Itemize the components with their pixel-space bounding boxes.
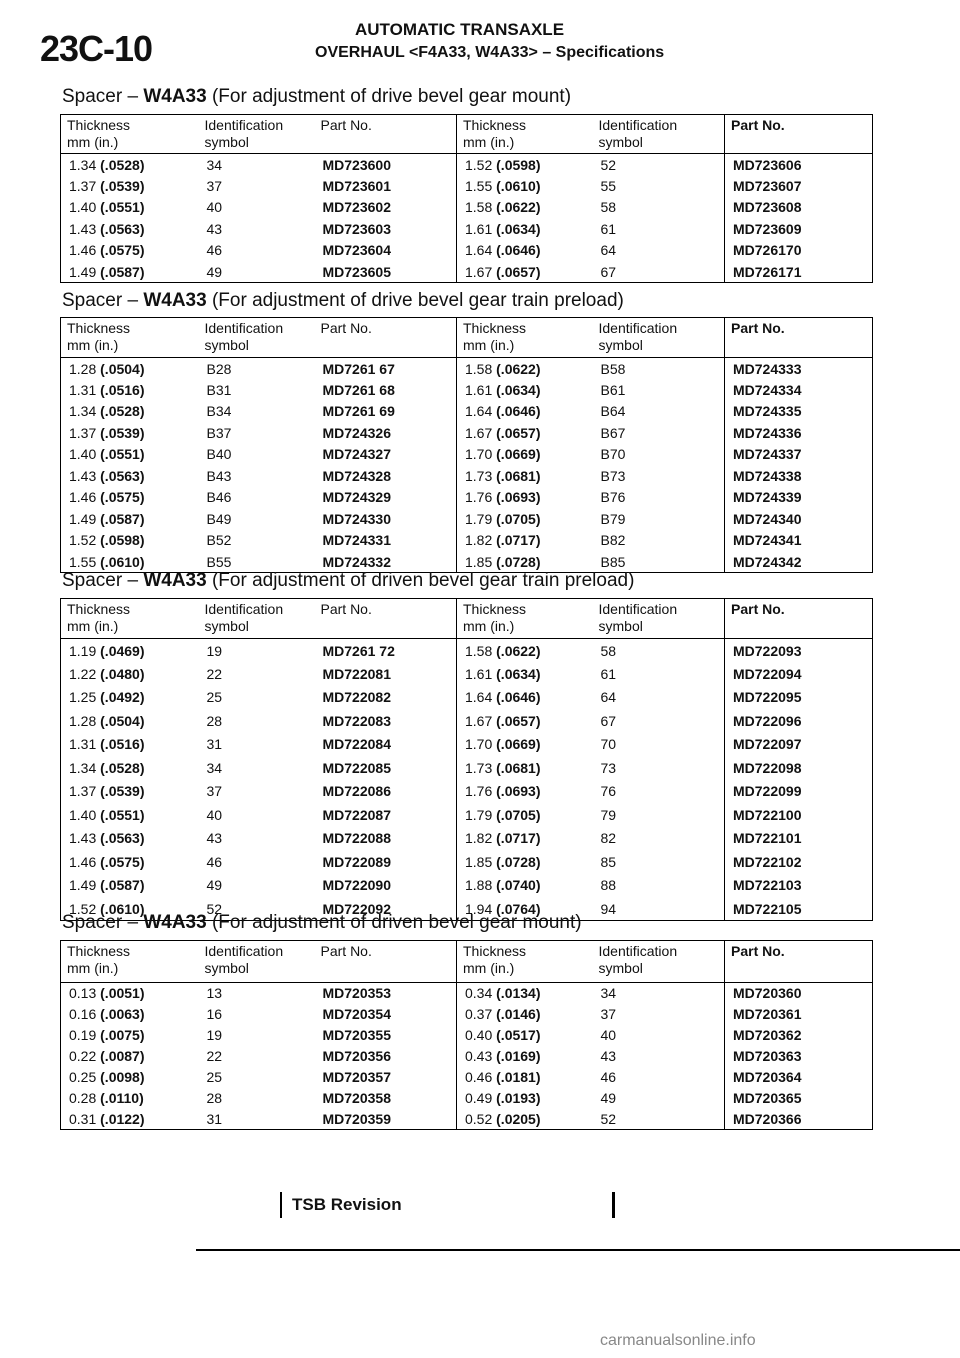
symbol-cell: 88 [593, 874, 725, 898]
part-number-cell: MD722097 [733, 736, 802, 753]
table-row [61, 709, 873, 733]
part-number-cell: MD724334 [733, 381, 802, 398]
part-number-cell: MD723601 [315, 175, 457, 197]
symbol-cell: 94 [593, 897, 725, 921]
thickness-cell: 0.22 (.0087) [69, 1048, 145, 1064]
part-number-cell: MD722090 [315, 874, 457, 898]
spacer-table [60, 114, 873, 283]
header-identification: Identification symbol [199, 318, 315, 358]
section-description: (For adjustment of drive bevel gear train preload) [211, 290, 624, 311]
symbol-cell: 52 [593, 154, 725, 176]
header-thickness: Thickness mm (in.) [457, 318, 593, 358]
symbol-cell: B28 [206, 360, 232, 377]
thickness-cell: 1.19 (.0469) [69, 642, 145, 659]
part-number-cell: MD724336 [733, 424, 802, 441]
symbol-cell: 40 [206, 806, 223, 823]
part-number-cell: MD720354 [315, 1004, 457, 1025]
spacer-table [60, 598, 873, 921]
symbol-cell: B67 [593, 422, 725, 444]
symbol-cell: 67 [593, 261, 725, 283]
thickness-cell: 1.58 (.0622) [465, 642, 541, 659]
section-title [62, 912, 582, 934]
thickness-cell: 1.61 (.0634) [465, 381, 541, 398]
part-number-cell: MD724335 [733, 403, 802, 420]
section-label: Spacer – [62, 86, 139, 107]
symbol-cell: 64 [593, 240, 725, 262]
part-number-cell: MD7261 69 [315, 401, 457, 423]
header-part-no: Part No. [315, 599, 457, 639]
symbol-cell: 49 [206, 263, 223, 280]
table-row [61, 401, 873, 423]
symbol-cell: B76 [593, 487, 725, 509]
table-row [61, 1088, 873, 1109]
symbol-cell: 55 [593, 175, 725, 197]
symbol-cell: B40 [206, 446, 232, 463]
symbol-cell: 82 [593, 827, 725, 851]
tsb-revision-label: TSB Revision [292, 1195, 402, 1214]
part-number-cell: MD720365 [733, 1090, 802, 1106]
header-subtitle: OVERHAUL <F4A33, W4A33> – Specifications [315, 44, 665, 61]
part-number-cell: MD720353 [315, 983, 457, 1004]
part-number-cell: MD724328 [315, 465, 457, 487]
thickness-cell: 1.31 (.0516) [69, 736, 145, 753]
symbol-cell: 61 [593, 662, 725, 686]
symbol-cell: 31 [206, 736, 223, 753]
part-number-cell: MD722096 [733, 712, 802, 729]
symbol-cell: 28 [206, 1090, 223, 1106]
section-model: W4A33 [143, 912, 207, 933]
symbol-cell: 28 [206, 712, 223, 729]
symbol-cell: 61 [593, 218, 725, 240]
part-number-cell: MD722085 [315, 756, 457, 780]
symbol-cell: 16 [206, 1006, 223, 1022]
header-part-no: Part No. [725, 318, 873, 358]
header-thickness: Thickness mm (in.) [457, 599, 593, 639]
thickness-cell: 1.67 (.0657) [465, 263, 541, 280]
part-number-cell: MD7261 68 [315, 379, 457, 401]
page-number: 23C-10 [40, 28, 153, 69]
header-thickness: Thickness mm (in.) [61, 599, 199, 639]
thickness-cell: 1.49 (.0587) [69, 263, 145, 280]
symbol-cell: B37 [206, 424, 232, 441]
table-row [61, 780, 873, 804]
part-number-cell: MD720366 [733, 1110, 802, 1127]
symbol-cell: B31 [206, 381, 232, 398]
symbol-cell: 79 [593, 803, 725, 827]
part-number-cell: MD724330 [315, 508, 457, 530]
section-description: (For adjustment of driven bevel gear train preload) [211, 570, 635, 591]
header-identification: Identification symbol [199, 941, 315, 983]
thickness-cell: 1.28 (.0504) [69, 360, 145, 377]
thickness-cell: 1.52 (.0598) [69, 532, 145, 549]
symbol-cell: 76 [593, 780, 725, 804]
part-number-cell: MD723600 [315, 154, 457, 176]
part-number-cell: MD722092 [315, 897, 457, 921]
symbol-cell: 22 [206, 1048, 223, 1064]
table-row [61, 827, 873, 851]
symbol-cell: 46 [206, 853, 223, 870]
part-number-cell: MD724327 [315, 444, 457, 466]
thickness-cell: 1.85 (.0728) [465, 853, 541, 870]
header-thickness: Thickness mm (in.) [61, 941, 199, 983]
section-title [62, 86, 571, 108]
symbol-cell: 25 [206, 689, 223, 706]
table-row [61, 358, 873, 380]
part-number-cell: MD720355 [315, 1025, 457, 1046]
symbol-cell: 58 [593, 197, 725, 219]
thickness-cell: 1.52 (.0610) [69, 900, 145, 917]
header-identification: Identification symbol [593, 115, 725, 154]
symbol-cell: 64 [593, 686, 725, 710]
table-row [61, 1109, 873, 1130]
symbol-cell: 43 [206, 220, 223, 237]
symbol-cell: 40 [206, 199, 223, 216]
part-number-cell: MD724342 [733, 553, 802, 570]
table-row [61, 240, 873, 262]
header-part-no: Part No. [315, 318, 457, 358]
thickness-cell: 1.67 (.0657) [465, 424, 541, 441]
symbol-cell: 25 [206, 1069, 223, 1085]
section-label: Spacer – [62, 570, 139, 591]
part-number-cell: MD722081 [315, 662, 457, 686]
table-row [61, 379, 873, 401]
part-number-cell: MD722087 [315, 803, 457, 827]
thickness-cell: 1.85 (.0728) [465, 553, 541, 570]
thickness-cell: 0.46 (.0181) [465, 1069, 541, 1085]
section-description: (For adjustment of drive bevel gear mount) [211, 86, 572, 107]
header-identification: Identification symbol [593, 318, 725, 358]
thickness-cell: 0.34 (.0134) [465, 985, 541, 1002]
header-thickness: Thickness mm (in.) [61, 318, 199, 358]
symbol-cell: 13 [206, 985, 223, 1002]
symbol-cell: 31 [206, 1110, 223, 1127]
symbol-cell: B43 [206, 467, 232, 484]
part-number-cell: MD722099 [733, 783, 802, 800]
thickness-cell: 1.40 (.0551) [69, 199, 145, 216]
table-row [61, 218, 873, 240]
table-row [61, 422, 873, 444]
thickness-cell: 1.67 (.0657) [465, 712, 541, 729]
tsb-revision-box [280, 1192, 615, 1218]
thickness-cell: 1.64 (.0646) [465, 689, 541, 706]
table-header-row [61, 941, 873, 983]
symbol-cell: 73 [593, 756, 725, 780]
symbol-cell: 67 [593, 709, 725, 733]
part-number-cell: MD724332 [315, 551, 457, 573]
thickness-cell: 1.40 (.0551) [69, 806, 145, 823]
header-identification: Identification symbol [593, 941, 725, 983]
symbol-cell: 70 [593, 733, 725, 757]
part-number-cell: MD722095 [733, 689, 802, 706]
table-row [61, 465, 873, 487]
table-row [61, 803, 873, 827]
table-row [61, 686, 873, 710]
part-number-cell: MD724326 [315, 422, 457, 444]
symbol-cell: 37 [206, 177, 223, 194]
header-part-no: Part No. [725, 599, 873, 639]
symbol-cell: 34 [206, 759, 223, 776]
part-number-cell: MD723609 [733, 220, 802, 237]
symbol-cell: 43 [593, 1046, 725, 1067]
symbol-cell: B64 [593, 401, 725, 423]
part-number-cell: MD723605 [315, 261, 457, 283]
footer-rule [196, 1249, 960, 1251]
thickness-cell: 1.73 (.0681) [465, 759, 541, 776]
part-number-cell: MD726170 [733, 242, 802, 259]
thickness-cell: 1.82 (.0717) [465, 532, 541, 549]
thickness-cell: 1.76 (.0693) [465, 489, 541, 506]
symbol-cell: B73 [593, 465, 725, 487]
table-row [61, 154, 873, 176]
part-number-cell: MD724339 [733, 489, 802, 506]
part-number-cell: MD723607 [733, 177, 802, 194]
thickness-cell: 1.82 (.0717) [465, 830, 541, 847]
table-row [61, 756, 873, 780]
thickness-cell: 1.43 (.0563) [69, 220, 145, 237]
thickness-cell: 1.34 (.0528) [69, 403, 145, 420]
symbol-cell: B34 [206, 403, 232, 420]
thickness-cell: 1.46 (.0575) [69, 242, 145, 259]
part-number-cell: MD723604 [315, 240, 457, 262]
table-row [61, 261, 873, 283]
header-part-no: Part No. [315, 115, 457, 154]
thickness-cell: 1.40 (.0551) [69, 446, 145, 463]
table-header-row [61, 599, 873, 639]
thickness-cell: 1.31 (.0516) [69, 381, 145, 398]
part-number-cell: MD720362 [733, 1027, 802, 1043]
part-number-cell: MD720361 [733, 1006, 802, 1022]
spacer-table [60, 940, 873, 1130]
part-number-cell: MD720363 [733, 1048, 802, 1064]
thickness-cell: 1.49 (.0587) [69, 877, 145, 894]
table-row [61, 639, 873, 663]
table-row [61, 874, 873, 898]
thickness-cell: 1.55 (.0610) [69, 553, 145, 570]
table-row [61, 197, 873, 219]
table-header-row [61, 318, 873, 358]
symbol-cell: 43 [206, 830, 223, 847]
table-row [61, 850, 873, 874]
symbol-cell: 37 [206, 783, 223, 800]
part-number-cell: MD724340 [733, 510, 802, 527]
part-number-cell: MD720360 [733, 985, 802, 1002]
table-row [61, 487, 873, 509]
thickness-cell: 1.64 (.0646) [465, 242, 541, 259]
table-row [61, 1004, 873, 1025]
part-number-cell: MD722082 [315, 686, 457, 710]
part-number-cell: MD724341 [733, 532, 802, 549]
header-identification: Identification symbol [199, 115, 315, 154]
part-number-cell: MD722098 [733, 759, 802, 776]
table-row [61, 1067, 873, 1088]
part-number-cell: MD722100 [733, 806, 802, 823]
symbol-cell: 19 [206, 1027, 223, 1043]
symbol-cell: B85 [593, 551, 725, 573]
table-row [61, 1046, 873, 1067]
header-part-no: Part No. [725, 115, 873, 154]
thickness-cell: 0.19 (.0075) [69, 1027, 145, 1043]
thickness-cell: 0.25 (.0098) [69, 1069, 145, 1085]
symbol-cell: 49 [206, 877, 223, 894]
page-header [0, 0, 960, 80]
symbol-cell: B49 [206, 510, 232, 527]
part-number-cell: MD724337 [733, 446, 802, 463]
thickness-cell: 1.73 (.0681) [465, 467, 541, 484]
section-model: W4A33 [143, 86, 207, 107]
symbol-cell: B58 [593, 358, 725, 380]
thickness-cell: 1.46 (.0575) [69, 489, 145, 506]
part-number-cell: MD723602 [315, 197, 457, 219]
symbol-cell: 34 [593, 983, 725, 1004]
thickness-cell: 1.25 (.0492) [69, 689, 145, 706]
thickness-cell: 1.88 (.0740) [465, 877, 541, 894]
symbol-cell: 46 [593, 1067, 725, 1088]
symbol-cell: B82 [593, 530, 725, 552]
table-row [61, 1025, 873, 1046]
thickness-cell: 1.79 (.0705) [465, 510, 541, 527]
section-model: W4A33 [143, 290, 207, 311]
part-number-cell: MD722102 [733, 853, 802, 870]
thickness-cell: 1.52 (.0598) [465, 156, 541, 173]
part-number-cell: MD722088 [315, 827, 457, 851]
part-number-cell: MD722105 [733, 900, 802, 917]
symbol-cell: B46 [206, 489, 232, 506]
symbol-cell: B79 [593, 508, 725, 530]
part-number-cell: MD720358 [315, 1088, 457, 1109]
part-number-cell: MD724338 [733, 467, 802, 484]
symbol-cell: 40 [593, 1025, 725, 1046]
thickness-cell: 1.22 (.0480) [69, 665, 145, 682]
symbol-cell: 22 [206, 665, 223, 682]
part-number-cell: MD720357 [315, 1067, 457, 1088]
symbol-cell: B55 [206, 553, 232, 570]
symbol-cell: 52 [593, 1109, 725, 1130]
part-number-cell: MD723606 [733, 156, 802, 173]
table-header-row [61, 115, 873, 154]
symbol-cell: 52 [206, 900, 223, 917]
thickness-cell: 0.28 (.0110) [69, 1090, 144, 1106]
symbol-cell: 49 [593, 1088, 725, 1109]
thickness-cell: 1.37 (.0539) [69, 424, 145, 441]
thickness-cell: 1.28 (.0504) [69, 712, 145, 729]
symbol-cell: 85 [593, 850, 725, 874]
part-number-cell: MD722101 [733, 830, 802, 847]
table-row [61, 662, 873, 686]
part-number-cell: MD722083 [315, 709, 457, 733]
watermark: carmanualsonline.info [600, 1332, 756, 1349]
table-row [61, 530, 873, 552]
thickness-cell: 1.70 (.0669) [465, 736, 541, 753]
section-description: (For adjustment of driven bevel gear mount) [211, 912, 582, 933]
symbol-cell: 19 [206, 642, 223, 659]
symbol-cell: B70 [593, 444, 725, 466]
thickness-cell: 1.37 (.0539) [69, 177, 145, 194]
part-number-cell: MD726171 [733, 263, 802, 280]
section-model: W4A33 [143, 570, 207, 591]
header-part-no: Part No. [725, 941, 873, 983]
thickness-cell: 0.16 (.0063) [69, 1006, 145, 1022]
thickness-cell: 0.49 (.0193) [465, 1090, 541, 1106]
thickness-cell: 1.79 (.0705) [465, 806, 541, 823]
header-title: AUTOMATIC TRANSAXLE [355, 20, 565, 39]
header-identification: Identification symbol [199, 599, 315, 639]
part-number-cell: MD722089 [315, 850, 457, 874]
thickness-cell: 1.58 (.0622) [465, 199, 541, 216]
part-number-cell: MD724333 [733, 360, 802, 377]
thickness-cell: 0.31 (.0122) [69, 1110, 145, 1127]
header-thickness: Thickness mm (in.) [457, 115, 593, 154]
table-row [61, 444, 873, 466]
section-label: Spacer – [62, 290, 139, 311]
thickness-cell: 1.43 (.0563) [69, 467, 145, 484]
thickness-cell: 1.55 (.0610) [465, 177, 541, 194]
thickness-cell: 1.61 (.0634) [465, 220, 541, 237]
section-title [62, 290, 624, 312]
thickness-cell: 1.94 (.0764) [465, 900, 541, 917]
part-number-cell: MD723608 [733, 199, 802, 216]
thickness-cell: 1.37 (.0539) [69, 783, 145, 800]
part-number-cell: MD724331 [315, 530, 457, 552]
section-label: Spacer – [62, 912, 139, 933]
part-number-cell: MD722094 [733, 665, 802, 682]
symbol-cell: 46 [206, 242, 223, 259]
part-number-cell: MD722093 [733, 642, 802, 659]
part-number-cell: MD723603 [315, 218, 457, 240]
thickness-cell: 1.43 (.0563) [69, 830, 145, 847]
part-number-cell: MD722103 [733, 877, 802, 894]
thickness-cell: 1.46 (.0575) [69, 853, 145, 870]
part-number-cell: MD722086 [315, 780, 457, 804]
thickness-cell: 0.40 (.0517) [465, 1027, 541, 1043]
header-identification: Identification symbol [593, 599, 725, 639]
table-row [61, 175, 873, 197]
part-number-cell: MD720356 [315, 1046, 457, 1067]
thickness-cell: 1.49 (.0587) [69, 510, 145, 527]
symbol-cell: B61 [593, 379, 725, 401]
part-number-cell: MD722084 [315, 733, 457, 757]
thickness-cell: 0.13 (.0051) [69, 985, 145, 1002]
part-number-cell: MD724329 [315, 487, 457, 509]
symbol-cell: 58 [593, 639, 725, 663]
thickness-cell: 1.76 (.0693) [465, 783, 541, 800]
symbol-cell: 34 [206, 156, 223, 173]
part-number-cell: MD720364 [733, 1069, 802, 1085]
thickness-cell: 0.37 (.0146) [465, 1006, 541, 1022]
thickness-cell: 0.43 (.0169) [465, 1048, 541, 1064]
part-number-cell: MD720359 [315, 1109, 457, 1130]
table-row [61, 508, 873, 530]
table-row [61, 733, 873, 757]
header-thickness: Thickness mm (in.) [457, 941, 593, 983]
symbol-cell: 37 [593, 1004, 725, 1025]
thickness-cell: 0.52 (.0205) [465, 1110, 541, 1127]
thickness-cell: 1.64 (.0646) [465, 403, 541, 420]
part-number-cell: MD7261 67 [315, 358, 457, 380]
thickness-cell: 1.34 (.0528) [69, 156, 145, 173]
header-thickness: Thickness mm (in.) [61, 115, 199, 154]
thickness-cell: 1.58 (.0622) [465, 360, 541, 377]
section-title [62, 570, 634, 592]
thickness-cell: 1.34 (.0528) [69, 759, 145, 776]
thickness-cell: 1.61 (.0634) [465, 665, 541, 682]
thickness-cell: 1.70 (.0669) [465, 446, 541, 463]
spacer-table [60, 317, 873, 573]
table-row [61, 983, 873, 1004]
part-number-cell: MD7261 72 [315, 639, 457, 663]
header-part-no: Part No. [315, 941, 457, 983]
symbol-cell: B52 [206, 532, 232, 549]
